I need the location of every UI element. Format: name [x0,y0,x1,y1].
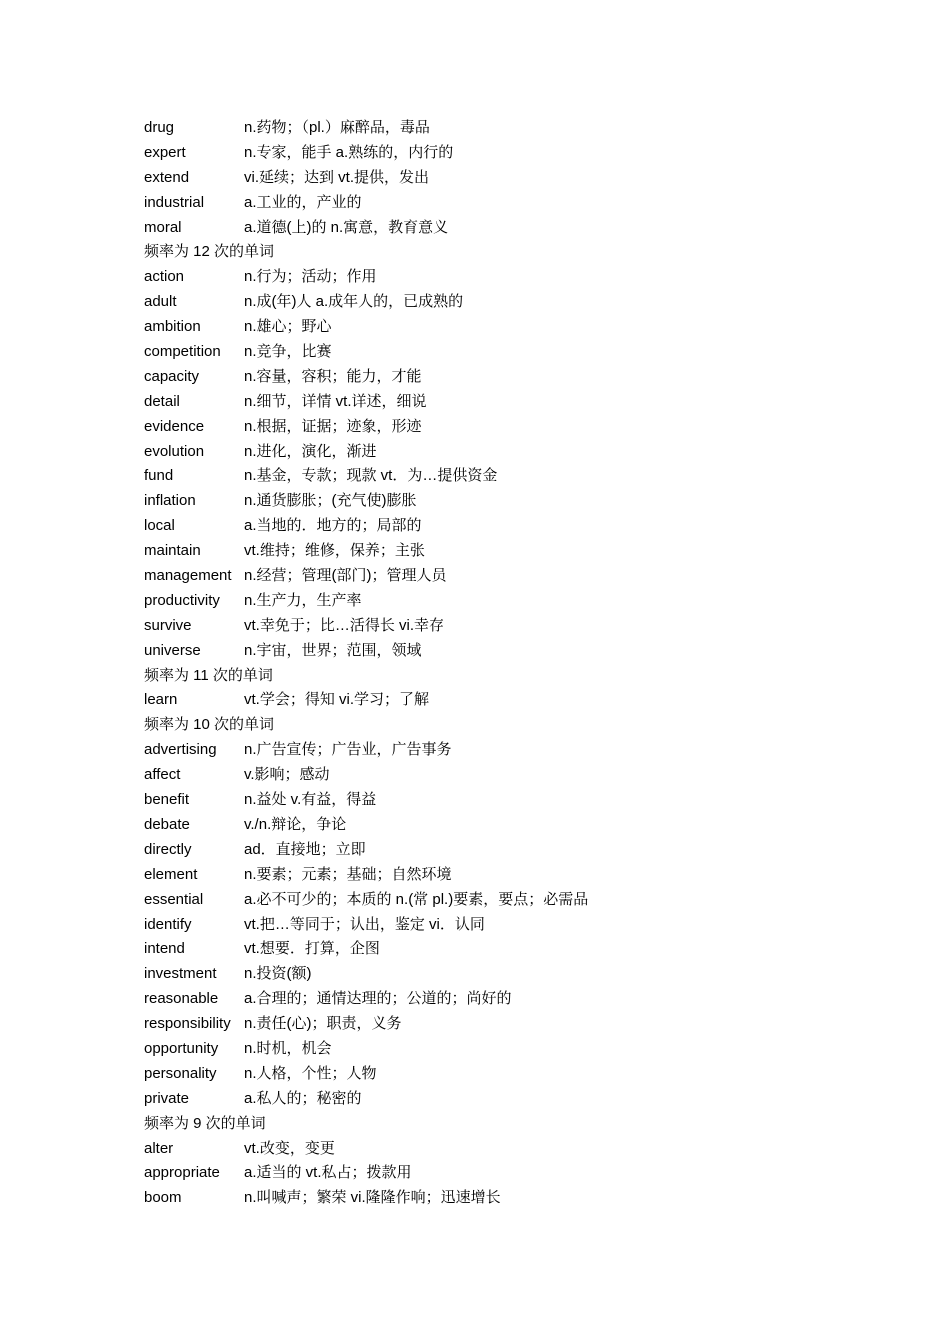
vocab-definition: n.要素；元素；基础；自然环境 [244,865,452,883]
vocab-word: element [144,865,198,883]
vocab-word: identify [144,915,192,933]
vocab-word: opportunity [144,1039,219,1057]
vocab-word: benefit [144,791,190,809]
vocab-definition: v./n.辩论，争论 [244,815,347,833]
vocab-word: expert [144,143,186,161]
vocab-word: personality [144,1064,217,1082]
frequency-heading: 频率为 12 次的单词 [144,243,275,261]
vocab-definition: n.行为；活动；作用 [244,268,377,286]
vocab-word: alter [144,1139,174,1157]
vocab-entry [144,1037,904,1062]
vocab-word: moral [144,218,182,236]
vocab-entry [144,415,904,440]
vocab-entry [144,489,904,514]
vocab-entry [144,639,904,664]
vocab-word: fund [144,467,174,485]
vocab-word: evolution [144,442,205,460]
frequency-heading: 频率为 11 次的单词 [144,666,273,684]
vocab-definition: v.影响；感动 [244,766,330,784]
vocab-entry [144,913,904,938]
vocab-entry [144,514,904,539]
vocab-entry [144,987,904,1012]
vocab-definition: n.成(年)人 a.成年人的，已成熟的 [244,293,464,311]
vocab-word: survive [144,616,192,634]
vocab-definition: a.当地的．地方的；局部的 [244,517,422,535]
vocab-word: appropriate [144,1164,220,1182]
vocab-definition: n.生产力，生产率 [244,591,362,609]
vocab-entry [144,813,904,838]
vocab-definition: n.药物；（pl.）麻醉品，毒品 [244,119,430,136]
vocab-word: drug [144,119,175,136]
vocab-entry [144,315,904,340]
vocab-entry [144,614,904,639]
vocab-word: capacity [144,367,200,385]
vocab-entry [144,863,904,888]
vocab-entry [144,589,904,614]
vocab-definition: n.容量，容积；能力，才能 [244,367,422,385]
vocab-word: affect [144,766,181,784]
vocab-entry [144,1012,904,1037]
vocab-entry [144,1062,904,1087]
vocab-definition: vi.延续；达到 vt.提供，发出 [244,168,430,186]
vocab-word: detail [144,392,180,410]
vocab-definition: vt.想要．打算，企图 [244,940,380,958]
vocab-word: reasonable [144,990,219,1008]
vocab-word: debate [144,815,190,833]
vocab-definition: vt.幸免于；比…活得长 vi.幸存 [244,616,445,634]
vocab-entry [144,564,904,589]
vocab-entry [144,738,904,763]
vocab-definition: a.适当的 vt.私占；拨款用 [244,1164,412,1182]
vocab-definition: n.叫喊声；繁荣 vi.隆隆作响；迅速增长 [244,1189,501,1207]
vocab-word: investment [144,965,217,983]
vocab-definition: vt.改变，变更 [244,1139,335,1157]
vocab-entry [144,116,904,141]
vocab-entry [144,141,904,166]
vocab-word: local [144,517,175,535]
vocab-word: inflation [144,492,196,510]
vocab-word: management [144,567,232,585]
vocab-definition: n.根据，证据；迹象，形迹 [244,417,422,435]
vocab-entry [144,290,904,315]
vocab-entry [144,539,904,564]
vocab-word: extend [144,168,190,186]
vocabulary-list [144,116,904,1211]
vocab-definition: n.人格，个性；人物 [244,1064,377,1082]
vocab-entry [144,464,904,489]
vocab-definition: n.经营；管理(部门)；管理人员 [244,567,447,585]
vocab-entry [144,166,904,191]
vocab-entry [144,1161,904,1186]
vocab-word: responsibility [144,1015,231,1033]
vocab-definition: n.宇宙，世界；范围，领域 [244,641,422,659]
vocab-word: maintain [144,542,201,560]
vocab-entry [144,962,904,987]
vocab-definition: n.投资(额) [244,965,312,983]
vocab-definition: a.道德(上)的 n.寓意，教育意义 [244,218,449,236]
vocab-definition: n.雄心；野心 [244,318,332,336]
vocab-definition: n.责任(心)；职责，义务 [244,1015,402,1033]
vocab-definition: n.基金，专款；现款 vt．为…提供资金 [244,467,498,485]
vocab-entry [144,390,904,415]
vocab-word: essential [144,890,204,908]
vocab-entry [144,265,904,290]
vocab-definition: a.必不可少的；本质的 n.(常 pl.)要素，要点；必需品 [244,890,589,908]
vocab-definition: n.细节，详情 vt.详述，细说 [244,392,427,410]
vocab-word: productivity [144,591,220,609]
vocab-word: evidence [144,417,205,435]
vocab-word: competition [144,343,221,361]
vocab-entry [144,191,904,216]
vocab-definition: n.通货膨胀；(充气使)膨胀 [244,492,417,510]
vocab-definition: a.合理的；通情达理的；公道的；尚好的 [244,990,512,1008]
frequency-heading: 频率为 9 次的单词 [144,1114,266,1132]
vocab-entry [144,888,904,913]
vocab-word: boom [144,1189,182,1207]
vocab-entry [144,763,904,788]
vocab-entry [144,1137,904,1162]
vocab-definition: n.竞争，比赛 [244,343,332,361]
vocab-word: directly [144,840,192,858]
vocab-entry [144,365,904,390]
vocab-definition: n.广告宣传；广告业，广告事务 [244,741,452,759]
vocab-word: action [144,268,185,286]
vocab-word: ambition [144,318,201,336]
vocab-entry [144,340,904,365]
vocab-entry [144,216,904,241]
vocab-definition: vt.学会；得知 vi.学习；了解 [244,691,430,709]
vocab-entry [144,1087,904,1112]
vocab-definition: a.工业的，产业的 [244,193,362,211]
vocab-definition: n.进化，演化，渐进 [244,442,377,460]
vocab-entry [144,838,904,863]
vocab-entry [144,440,904,465]
vocab-definition: n.专家，能手 a.熟练的，内行的 [244,143,454,161]
vocab-entry [144,1186,904,1211]
vocab-definition: vt.把…等同于；认出，鉴定 vi．认同 [244,915,485,933]
vocab-entry [144,688,904,713]
frequency-heading: 频率为 10 次的单词 [144,716,275,734]
vocab-word: universe [144,641,201,659]
vocab-word: advertising [144,741,217,759]
vocab-word: adult [144,293,177,311]
vocab-word: industrial [144,193,205,211]
vocab-definition: vt.维持；维修，保养；主张 [244,542,425,560]
vocab-definition: n.时机，机会 [244,1039,332,1057]
vocab-entry [144,937,904,962]
vocab-word: intend [144,940,185,958]
vocab-entry [144,788,904,813]
vocab-definition: a.私人的；秘密的 [244,1089,362,1107]
vocab-definition: n.益处 v.有益，得益 [244,791,377,809]
vocab-definition: ad．直接地；立即 [244,840,366,858]
vocab-word: private [144,1089,190,1107]
vocab-word: learn [144,691,178,709]
